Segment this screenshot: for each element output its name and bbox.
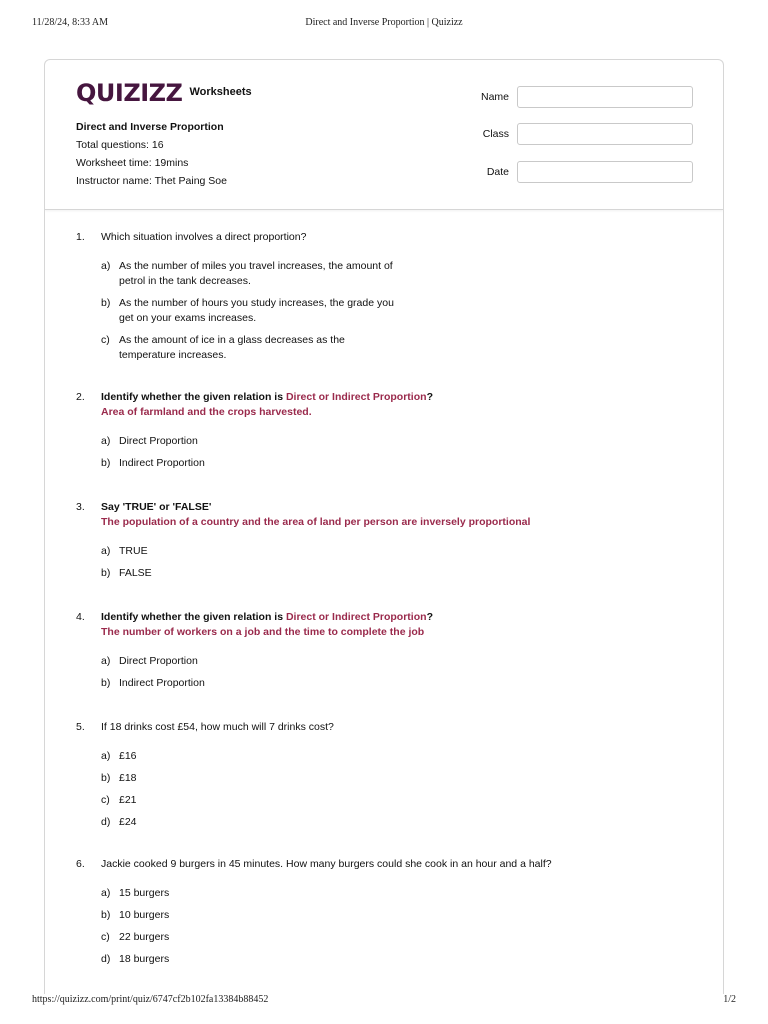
date-row (475, 161, 695, 183)
option-text: As the amount of ice in a glass decreases as the temperature increases. (119, 334, 345, 361)
answer-options (101, 654, 691, 698)
name-field[interactable] (517, 86, 693, 108)
answer-option-a[interactable]: a) As the number of miles you travel increases, the amount of petrol in the tank decreases. (101, 260, 393, 287)
instructor-name: Instructor name: Thet Paing Soe (76, 175, 227, 187)
option-text: Indirect Proportion (119, 677, 205, 689)
class-row (475, 123, 695, 145)
name-label: Name (480, 91, 509, 103)
answer-option-d[interactable]: d) £24 (101, 816, 137, 828)
question-number: 2. (76, 391, 85, 403)
option-text: £16 (119, 750, 137, 762)
question-number: 6. (76, 858, 85, 870)
option-text: 10 burgers (119, 909, 170, 921)
answer-option-c[interactable]: c) As the amount of ice in a glass decreases as the temperature increases. (101, 334, 345, 361)
highlight-text: Direct or Indirect Proportion (285, 611, 427, 623)
option-text: 18 burgers (119, 953, 170, 965)
logo-product: Worksheets (189, 86, 252, 98)
question-text: Identify whether the given relation is Direct or Indirect Proportion? (101, 611, 433, 623)
option-text: £18 (119, 772, 137, 784)
answer-option-a[interactable]: a) 15 burgers (101, 887, 170, 899)
question-number: 1. (76, 231, 85, 243)
question-text: Which situation involves a direct proportion? (101, 231, 307, 243)
worksheet-card (44, 59, 724, 994)
answer-options (101, 259, 691, 370)
answer-option-a[interactable]: a) £16 (101, 750, 137, 762)
page-number: 1/2 (723, 994, 736, 1005)
question-text: Identify whether the given relation is Direct or Indirect Proportion? (101, 391, 433, 403)
option-text: FALSE (119, 567, 152, 579)
option-text: Indirect Proportion (119, 457, 205, 469)
answer-option-d[interactable]: d) 18 burgers (101, 953, 170, 965)
answer-option-a[interactable]: a) TRUE (101, 545, 148, 557)
logo-wordmark: QUIZIZZ (76, 79, 183, 107)
highlight-text: Direct or Indirect Proportion (285, 391, 427, 403)
option-text: 22 burgers (119, 931, 170, 943)
answer-option-a[interactable]: a) Direct Proportion (101, 435, 198, 447)
question-subtext: The number of workers on a job and the time to complete the job (101, 626, 425, 638)
date-label: Date (486, 166, 509, 178)
option-text: £21 (119, 794, 137, 806)
print-url: https://quizizz.com/print/quiz/6747cf2b102fa13384b88452 (32, 994, 269, 1005)
worksheet-meta (76, 118, 227, 190)
total-questions: Total questions: 16 (76, 139, 164, 151)
question-3 (76, 500, 696, 588)
question-text: If 18 drinks cost £54, how much will 7 drinks cost? (101, 721, 334, 733)
option-text: 15 burgers (119, 887, 170, 899)
answer-option-b[interactable]: b) 10 burgers (101, 909, 170, 921)
option-text: As the number of hours you study increases, the grade you get on your exams increases. (119, 297, 394, 324)
question-number: 5. (76, 721, 85, 733)
question-4 (76, 610, 696, 698)
question-text: Say 'TRUE' or 'FALSE' (101, 501, 212, 513)
question-number: 3. (76, 501, 85, 513)
print-header (32, 17, 736, 31)
answer-option-b[interactable]: b) Indirect Proportion (101, 677, 205, 689)
question-6 (76, 857, 696, 974)
question-text: Jackie cooked 9 burgers in 45 minutes. How many burgers could she cook in an hour and a half? (101, 858, 552, 870)
quizizz-logo (76, 80, 252, 106)
answer-options (101, 544, 691, 588)
answer-option-b[interactable]: b) FALSE (101, 567, 152, 579)
answer-options (101, 749, 691, 837)
name-row (475, 86, 695, 108)
worksheet-header (45, 60, 723, 210)
option-text: Direct Proportion (119, 655, 198, 667)
print-footer (32, 994, 736, 1008)
answer-option-b[interactable]: b) As the number of hours you study increases, the grade you get on your exams increases. (101, 297, 394, 324)
question-subtext: Area of farmland and the crops harvested. (101, 406, 312, 418)
answer-option-c[interactable]: c) £21 (101, 794, 137, 806)
question-list (76, 230, 696, 994)
question-2 (76, 390, 696, 478)
date-field[interactable] (517, 161, 693, 183)
option-text: TRUE (119, 545, 148, 557)
answer-option-b[interactable]: b) Indirect Proportion (101, 457, 205, 469)
question-5 (76, 720, 696, 837)
question-subtext: The population of a country and the area of land per person are inversely proportional (101, 516, 531, 528)
question-1 (76, 230, 696, 370)
option-text: Direct Proportion (119, 435, 198, 447)
answer-option-a[interactable]: a) Direct Proportion (101, 655, 198, 667)
answer-option-b[interactable]: b) £18 (101, 772, 137, 784)
option-text: £24 (119, 816, 137, 828)
worksheet-time: Worksheet time: 19mins (76, 157, 189, 169)
class-label: Class (482, 128, 509, 140)
answer-options (101, 886, 691, 974)
class-field[interactable] (517, 123, 693, 145)
print-datetime: 11/28/24, 8:33 AM (32, 17, 109, 28)
answer-options (101, 434, 691, 478)
option-text: As the number of miles you travel increases, the amount of petrol in the tank decreases. (119, 260, 393, 287)
print-page-title: Direct and Inverse Proportion | Quizizz (305, 17, 463, 28)
question-number: 4. (76, 611, 85, 623)
worksheet-title: Direct and Inverse Proportion (76, 121, 224, 133)
answer-option-c[interactable]: c) 22 burgers (101, 931, 170, 943)
